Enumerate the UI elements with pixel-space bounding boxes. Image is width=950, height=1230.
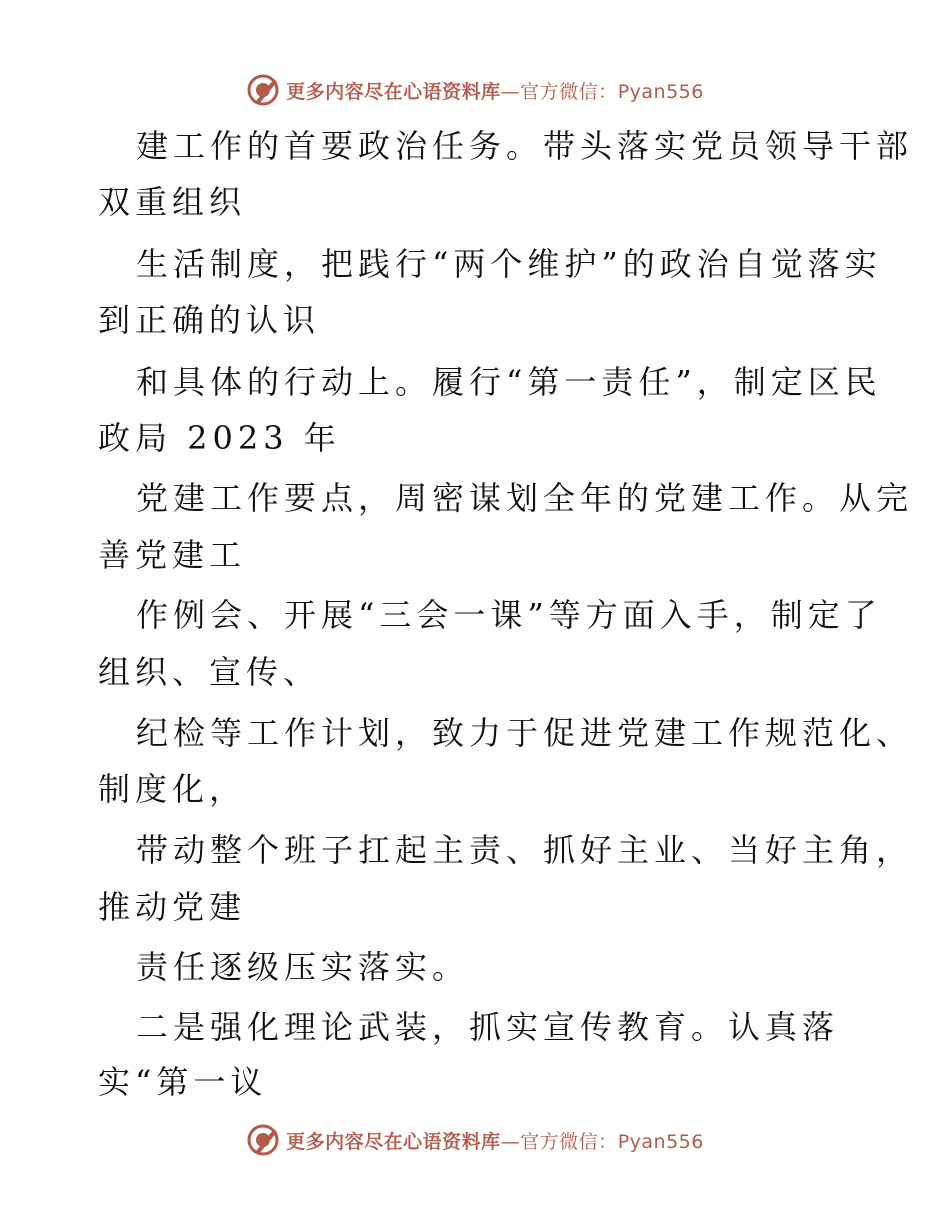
body-line-9: 作例会、开展“三会一课”等方面入手，制定了 [136,596,882,634]
header-wechat-id: Pyan556 [617,80,704,103]
body-line-5: 和具体的行动上。履行“第一责任”，制定区民 [136,363,882,401]
body-line-16: 二是强化理论武装，抓实宣传教育。认真落 [136,1008,840,1046]
footer-wechat-label: 官方微信： [520,1130,618,1153]
footer-wechat-id: Pyan556 [617,1130,704,1153]
footer-separator: — [500,1130,521,1153]
body-line-4: 到正确的认识 [98,301,321,339]
header-separator: — [500,80,521,103]
body-line-11: 纪检等工作计划，致力于促进党建工作规范化、 [136,714,914,752]
body-line-12: 制度化， [98,770,247,808]
body-line-6: 政局 2023 年 [98,419,341,457]
header-wechat-label: 官方微信： [520,80,618,103]
body-line-15: 责任逐级压实落实。 [136,948,470,986]
body-line-7: 党建工作要点，周密谋划全年的党建工作。从完 [136,479,914,517]
body-line-10: 组织、宣传、 [98,653,321,691]
body-line-8: 善党建工 [98,536,247,574]
footer-banner [0,1120,950,1160]
pen-logo-icon [246,1123,280,1157]
header-title: 更多内容尽在心语资料库 [286,80,501,103]
body-line-3: 生活制度，把践行“两个维护”的政治自觉落实 [136,245,882,283]
body-line-14: 推动党建 [98,888,247,926]
body-line-1: 建工作的首要政治任务。带头落实党员领导干部 [136,127,914,165]
body-line-2: 双重组织 [98,183,247,221]
footer-text [286,1127,704,1154]
body-line-13: 带动整个班子扛起主责、抓好主业、当好主角， [136,831,914,869]
footer-title: 更多内容尽在心语资料库 [286,1130,501,1153]
body-line-17: 实“第一议 [98,1063,268,1101]
